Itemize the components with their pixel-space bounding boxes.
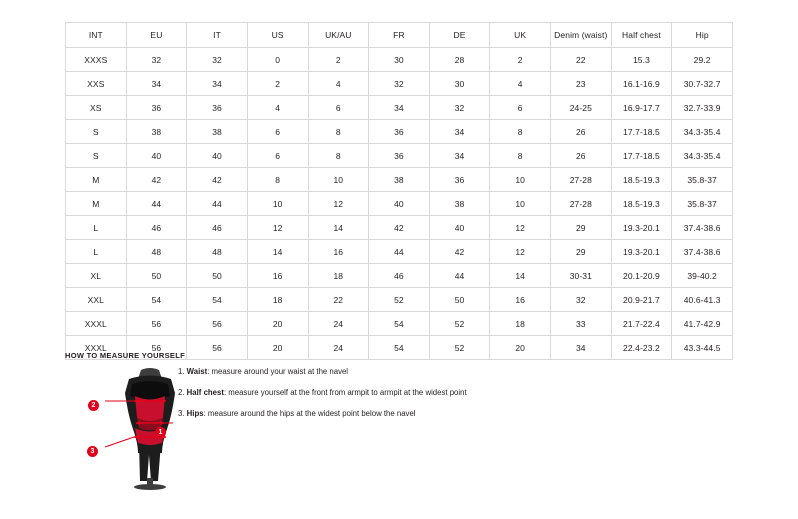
cell-us: 2 [247, 72, 308, 96]
cell-uk-au: 10 [308, 168, 369, 192]
cell-half-chest: 20.9-21.7 [611, 288, 672, 312]
cell-hip: 34.3-35.4 [672, 120, 733, 144]
instruction-hips [178, 409, 608, 419]
table-body [66, 48, 733, 360]
cell-hip: 32.7-33.9 [672, 96, 733, 120]
cell-uk-au: 14 [308, 216, 369, 240]
cell-uk: 16 [490, 288, 551, 312]
cell-half-chest: 18.5-19.3 [611, 168, 672, 192]
cell-denim-waist: 29 [551, 216, 612, 240]
table-row [66, 288, 733, 312]
cell-fr: 40 [369, 192, 430, 216]
cell-uk-au: 22 [308, 288, 369, 312]
instruction-waist-text: : measure around your waist at the navel [207, 367, 349, 376]
cell-half-chest: 21.7-22.4 [611, 312, 672, 336]
cell-uk: 2 [490, 48, 551, 72]
table-header-row [66, 23, 733, 48]
cell-uk: 20 [490, 336, 551, 360]
cell-half-chest: 18.5-19.3 [611, 192, 672, 216]
cell-int: XXL [66, 288, 127, 312]
cell-it: 50 [187, 264, 248, 288]
measure-marker-1: 1 [155, 427, 166, 438]
column-header-fr: FR [369, 23, 430, 48]
cell-hip: 40.6-41.3 [672, 288, 733, 312]
cell-it: 38 [187, 120, 248, 144]
cell-de: 34 [429, 120, 490, 144]
instruction-waist-number: 1. [178, 367, 187, 376]
cell-eu: 46 [126, 216, 187, 240]
cell-denim-waist: 26 [551, 120, 612, 144]
cell-de: 44 [429, 264, 490, 288]
measure-marker-3: 3 [87, 446, 98, 457]
cell-half-chest: 19.3-20.1 [611, 216, 672, 240]
instruction-half-chest-text: : measure yourself at the front from armpit to armpit at the widest point [223, 388, 467, 397]
cell-it: 42 [187, 168, 248, 192]
cell-half-chest: 19.3-20.1 [611, 240, 672, 264]
table-row [66, 216, 733, 240]
cell-it: 48 [187, 240, 248, 264]
cell-fr: 44 [369, 240, 430, 264]
cell-fr: 32 [369, 72, 430, 96]
cell-eu: 48 [126, 240, 187, 264]
cell-hip: 41.7-42.9 [672, 312, 733, 336]
cell-de: 32 [429, 96, 490, 120]
cell-fr: 38 [369, 168, 430, 192]
table-row [66, 96, 733, 120]
cell-denim-waist: 34 [551, 336, 612, 360]
cell-fr: 42 [369, 216, 430, 240]
cell-denim-waist: 32 [551, 288, 612, 312]
cell-uk: 6 [490, 96, 551, 120]
cell-denim-waist: 27-28 [551, 168, 612, 192]
cell-us: 6 [247, 120, 308, 144]
cell-fr: 36 [369, 120, 430, 144]
cell-uk: 12 [490, 240, 551, 264]
cell-uk: 14 [490, 264, 551, 288]
cell-eu: 32 [126, 48, 187, 72]
size-chart-table [65, 22, 733, 360]
cell-hip: 30.7-32.7 [672, 72, 733, 96]
cell-us: 8 [247, 168, 308, 192]
column-header-it: IT [187, 23, 248, 48]
cell-uk-au: 16 [308, 240, 369, 264]
cell-uk: 10 [490, 168, 551, 192]
table-row [66, 192, 733, 216]
column-header-hip: Hip [672, 23, 733, 48]
cell-int: XXXL [66, 312, 127, 336]
column-header-eu: EU [126, 23, 187, 48]
cell-uk: 8 [490, 120, 551, 144]
table-row [66, 144, 733, 168]
measure-marker-2: 2 [88, 400, 99, 411]
cell-int: S [66, 120, 127, 144]
cell-hip: 37.4-38.6 [672, 216, 733, 240]
table-row [66, 72, 733, 96]
table-row [66, 240, 733, 264]
cell-hip: 35.8-37 [672, 168, 733, 192]
cell-de: 42 [429, 240, 490, 264]
measure-instructions [178, 367, 608, 430]
column-header-de: DE [429, 23, 490, 48]
cell-denim-waist: 29 [551, 240, 612, 264]
cell-denim-waist: 24-25 [551, 96, 612, 120]
cell-uk-au: 2 [308, 48, 369, 72]
cell-half-chest: 17.7-18.5 [611, 144, 672, 168]
instruction-hips-number: 3. [178, 409, 187, 418]
cell-it: 56 [187, 312, 248, 336]
cell-us: 0 [247, 48, 308, 72]
cell-it: 40 [187, 144, 248, 168]
cell-uk: 8 [490, 144, 551, 168]
cell-half-chest: 16.9-17.7 [611, 96, 672, 120]
cell-hip: 37.4-38.6 [672, 240, 733, 264]
column-header-uk: UK [490, 23, 551, 48]
cell-us: 16 [247, 264, 308, 288]
cell-us: 14 [247, 240, 308, 264]
cell-uk-au: 12 [308, 192, 369, 216]
table-row [66, 312, 733, 336]
cell-uk: 18 [490, 312, 551, 336]
cell-int: XL [66, 264, 127, 288]
cell-de: 52 [429, 336, 490, 360]
table-row [66, 48, 733, 72]
cell-uk: 10 [490, 192, 551, 216]
cell-de: 30 [429, 72, 490, 96]
instruction-waist [178, 367, 608, 377]
table-row [66, 264, 733, 288]
instruction-half-chest-term: Half chest [186, 388, 224, 397]
cell-int: XS [66, 96, 127, 120]
cell-eu: 56 [126, 312, 187, 336]
column-header-us: US [247, 23, 308, 48]
cell-denim-waist: 30-31 [551, 264, 612, 288]
cell-hip: 34.3-35.4 [672, 144, 733, 168]
cell-fr: 34 [369, 96, 430, 120]
cell-int: S [66, 144, 127, 168]
cell-us: 18 [247, 288, 308, 312]
cell-uk: 4 [490, 72, 551, 96]
cell-de: 28 [429, 48, 490, 72]
instruction-half-chest [178, 388, 608, 398]
cell-hip: 35.8-37 [672, 192, 733, 216]
cell-de: 50 [429, 288, 490, 312]
cell-uk-au: 8 [308, 120, 369, 144]
instruction-hips-text: : measure around the hips at the widest point below the navel [203, 409, 416, 418]
cell-fr: 54 [369, 336, 430, 360]
cell-de: 34 [429, 144, 490, 168]
cell-hip: 43.3-44.5 [672, 336, 733, 360]
cell-it: 44 [187, 192, 248, 216]
cell-de: 52 [429, 312, 490, 336]
cell-uk-au: 18 [308, 264, 369, 288]
cell-us: 20 [247, 336, 308, 360]
cell-int: M [66, 192, 127, 216]
cell-fr: 36 [369, 144, 430, 168]
cell-de: 38 [429, 192, 490, 216]
cell-uk-au: 6 [308, 96, 369, 120]
cell-hip: 39-40.2 [672, 264, 733, 288]
cell-it: 32 [187, 48, 248, 72]
cell-eu: 36 [126, 96, 187, 120]
cell-de: 40 [429, 216, 490, 240]
cell-fr: 46 [369, 264, 430, 288]
cell-int: XXS [66, 72, 127, 96]
table-row [66, 168, 733, 192]
cell-eu: 54 [126, 288, 187, 312]
cell-int: M [66, 168, 127, 192]
cell-uk: 12 [490, 216, 551, 240]
cell-eu: 42 [126, 168, 187, 192]
cell-it: 54 [187, 288, 248, 312]
cell-eu: 38 [126, 120, 187, 144]
cell-int: XXXS [66, 48, 127, 72]
cell-us: 10 [247, 192, 308, 216]
cell-half-chest: 17.7-18.5 [611, 120, 672, 144]
cell-denim-waist: 23 [551, 72, 612, 96]
column-header-uk-au: UK/AU [308, 23, 369, 48]
cell-us: 20 [247, 312, 308, 336]
cell-denim-waist: 27-28 [551, 192, 612, 216]
cell-uk-au: 4 [308, 72, 369, 96]
cell-fr: 54 [369, 312, 430, 336]
instruction-waist-term: Waist [186, 367, 208, 376]
cell-denim-waist: 26 [551, 144, 612, 168]
cell-fr: 52 [369, 288, 430, 312]
cell-us: 6 [247, 144, 308, 168]
cell-half-chest: 22.4-23.2 [611, 336, 672, 360]
column-header-half-chest: Half chest [611, 23, 672, 48]
cell-us: 12 [247, 216, 308, 240]
size-chart-container [65, 22, 733, 360]
cell-eu: 44 [126, 192, 187, 216]
cell-fr: 30 [369, 48, 430, 72]
cell-eu: 56 [126, 336, 187, 360]
cell-hip: 29.2 [672, 48, 733, 72]
cell-half-chest: 20.1-20.9 [611, 264, 672, 288]
cell-int: L [66, 240, 127, 264]
instruction-hips-term: Hips [186, 409, 204, 418]
cell-half-chest: 15.3 [611, 48, 672, 72]
cell-int: L [66, 216, 127, 240]
cell-eu: 34 [126, 72, 187, 96]
cell-it: 36 [187, 96, 248, 120]
cell-eu: 40 [126, 144, 187, 168]
cell-it: 46 [187, 216, 248, 240]
instruction-half-chest-number: 2. [178, 388, 187, 397]
cell-uk-au: 24 [308, 336, 369, 360]
cell-de: 36 [429, 168, 490, 192]
cell-it: 56 [187, 336, 248, 360]
cell-uk-au: 24 [308, 312, 369, 336]
cell-denim-waist: 22 [551, 48, 612, 72]
table-row [66, 120, 733, 144]
cell-half-chest: 16.1-16.9 [611, 72, 672, 96]
table-header [66, 23, 733, 48]
cell-denim-waist: 33 [551, 312, 612, 336]
cell-int: XXXL [66, 336, 127, 360]
cell-us: 4 [247, 96, 308, 120]
cell-uk-au: 8 [308, 144, 369, 168]
cell-eu: 50 [126, 264, 187, 288]
how-to-measure-title: HOW TO MEASURE YOURSELF [65, 351, 185, 360]
column-header-denim-waist: Denim (waist) [551, 23, 612, 48]
cell-it: 34 [187, 72, 248, 96]
column-header-int: INT [66, 23, 127, 48]
